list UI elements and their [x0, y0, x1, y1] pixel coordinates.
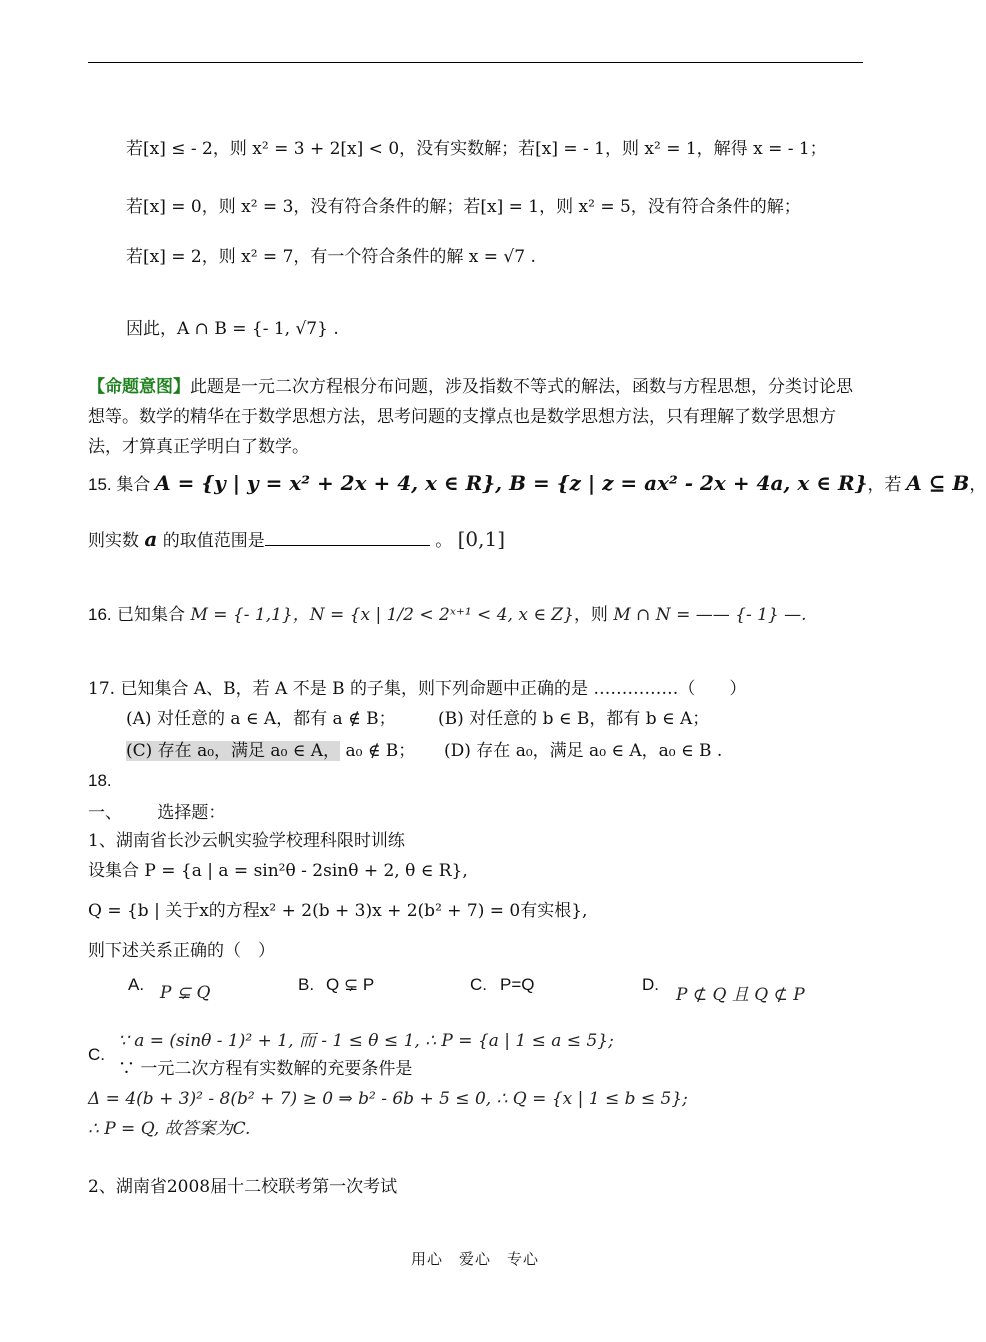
solution-line-1: 若[x] ≤ - 2，则 x² = 3 + 2[x] < 0，没有实数解；若[x] = - 1，则 x² = 1，解得 x = - 1； — [126, 139, 827, 159]
q17-option-c-tail: a₀ ∉ B； — [345, 741, 416, 761]
q16-set-m: M = {- 1,1} — [190, 605, 293, 625]
problem-1-line-1: 设集合 P = {a | a = sin²θ - 2sinθ + 2, θ ∈ R}, — [88, 861, 468, 881]
problem-1-title: 1、湖南省长沙云帆实验学校理科限时训练 — [88, 831, 405, 851]
problem-1-line-3: 则下述关系正确的（ ） — [88, 941, 275, 961]
section-number: 一、 — [88, 803, 122, 822]
option-c-label: C. — [470, 975, 487, 994]
problem-1-line-2: Q = {b | 关于x的方程x² + 2(b + 3)x + 2(b² + 7) = 0有实根}, — [88, 901, 588, 921]
q15-cond-math: A ⊆ B — [906, 471, 970, 495]
q15-lead: 集合 — [116, 475, 151, 495]
q16-then: ，则 — [573, 605, 608, 625]
question-18-number: 18. — [88, 771, 112, 790]
intent-paragraph — [88, 372, 864, 462]
solution-answer-label: C. — [88, 1045, 105, 1064]
option-d-value: P ⊄ Q 且 Q ⊄ P — [676, 985, 805, 1005]
question-16 — [88, 604, 807, 626]
q15-answer: [0,1] — [457, 527, 506, 551]
intent-text: 此题是一元二次方程根分布问题，涉及指数不等式的解法，函数与方程思想，分类讨论思想等。数学的精华在于数学思想方法，思考问题的支撑点也是数学思想方法，只有理解了数学思想方法，才算真正学明白了数学。 — [88, 377, 853, 457]
question-15-line-2 — [88, 528, 505, 552]
q16-number: 16. — [88, 605, 112, 624]
q16-lead: 已知集合 — [117, 605, 186, 625]
q16-set-n: ，N = {x | 1/2 < 2ˣ⁺¹ < 4, x ∈ Z} — [292, 605, 574, 625]
solution-step-4: ∴ P = Q, 故答案为C. — [88, 1119, 251, 1139]
answer-blank — [265, 531, 430, 546]
q17-option-b: (B) 对任意的 b ∈ B，都有 b ∈ A； — [438, 709, 710, 729]
q15-tail: ， — [969, 475, 986, 494]
solution-step-3: Δ = 4(b + 3)² - 8(b² + 7) ≥ 0 ⇒ b² - 6b + 5 ≤ 0, ∴ Q = {x | 1 ≤ b ≤ 5}; — [88, 1089, 688, 1109]
q15-var: a — [144, 527, 158, 551]
q16-result: M ∩ N = —— {- 1} —. — [613, 605, 807, 625]
option-a-value: P ⊊ Q — [160, 983, 211, 1003]
q15-prefix: 则实数 — [88, 531, 139, 551]
option-b-label: B. — [298, 975, 315, 994]
q15-cond-word: ，若 — [867, 475, 902, 495]
q17-option-a: (A) 对任意的 a ∈ A，都有 a ∉ B； — [126, 709, 396, 729]
header-rule — [88, 62, 863, 63]
question-17-stem: 17. 已知集合 A、B，若 A 不是 B 的子集，则下列命题中正确的是 ……………（ ） — [88, 679, 747, 699]
q15-mid: 的取值范围是 — [162, 531, 265, 551]
q15-sets: A = {y | y = x² + 2x + 4, x ∈ R}, B = {z | z = ax² - 2x + 4a, x ∈ R} — [155, 471, 868, 495]
q17-option-c-highlight: (C) 存在 a₀，满足 a₀ ∈ A， — [126, 741, 341, 761]
solution-line-2: 若[x] = 0，则 x² = 3，没有符合条件的解；若[x] = 1，则 x² = 5，没有符合条件的解； — [126, 197, 801, 217]
option-d-label: D. — [642, 975, 659, 994]
solution-line-3: 若[x] = 2，则 x² = 7，有一个符合条件的解 x = √7 . — [126, 247, 536, 267]
page-footer: 用心 爱心 专心 — [410, 1250, 539, 1268]
solution-conclusion: 因此，A ∩ B = {- 1, √7} . — [126, 319, 339, 339]
problem-2-title: 2、湖南省2008届十二校联考第一次考试 — [88, 1177, 398, 1197]
q15-after: 。 — [435, 531, 453, 551]
intent-tag: 【命题意图】 — [88, 377, 190, 397]
q17-option-c — [126, 740, 415, 762]
section-title: 选择题： — [157, 803, 226, 823]
q17-option-d: (D) 存在 a₀，满足 a₀ ∈ A，a₀ ∈ B . — [444, 741, 723, 761]
solution-step-1: ∵ a = (sinθ - 1)² + 1, 而 - 1 ≤ θ ≤ 1, ∴ P = {a | 1 ≤ a ≤ 5}; — [118, 1031, 614, 1051]
option-a-label: A. — [128, 975, 145, 994]
q15-number: 15. — [88, 475, 112, 494]
question-15-line-1 — [88, 472, 986, 496]
option-b-value: Q ⊊ P — [326, 975, 375, 994]
option-c-value: P=Q — [500, 975, 535, 994]
solution-step-2: ∵ 一元二次方程有实数解的充要条件是 — [118, 1059, 413, 1079]
section-heading — [88, 802, 225, 824]
